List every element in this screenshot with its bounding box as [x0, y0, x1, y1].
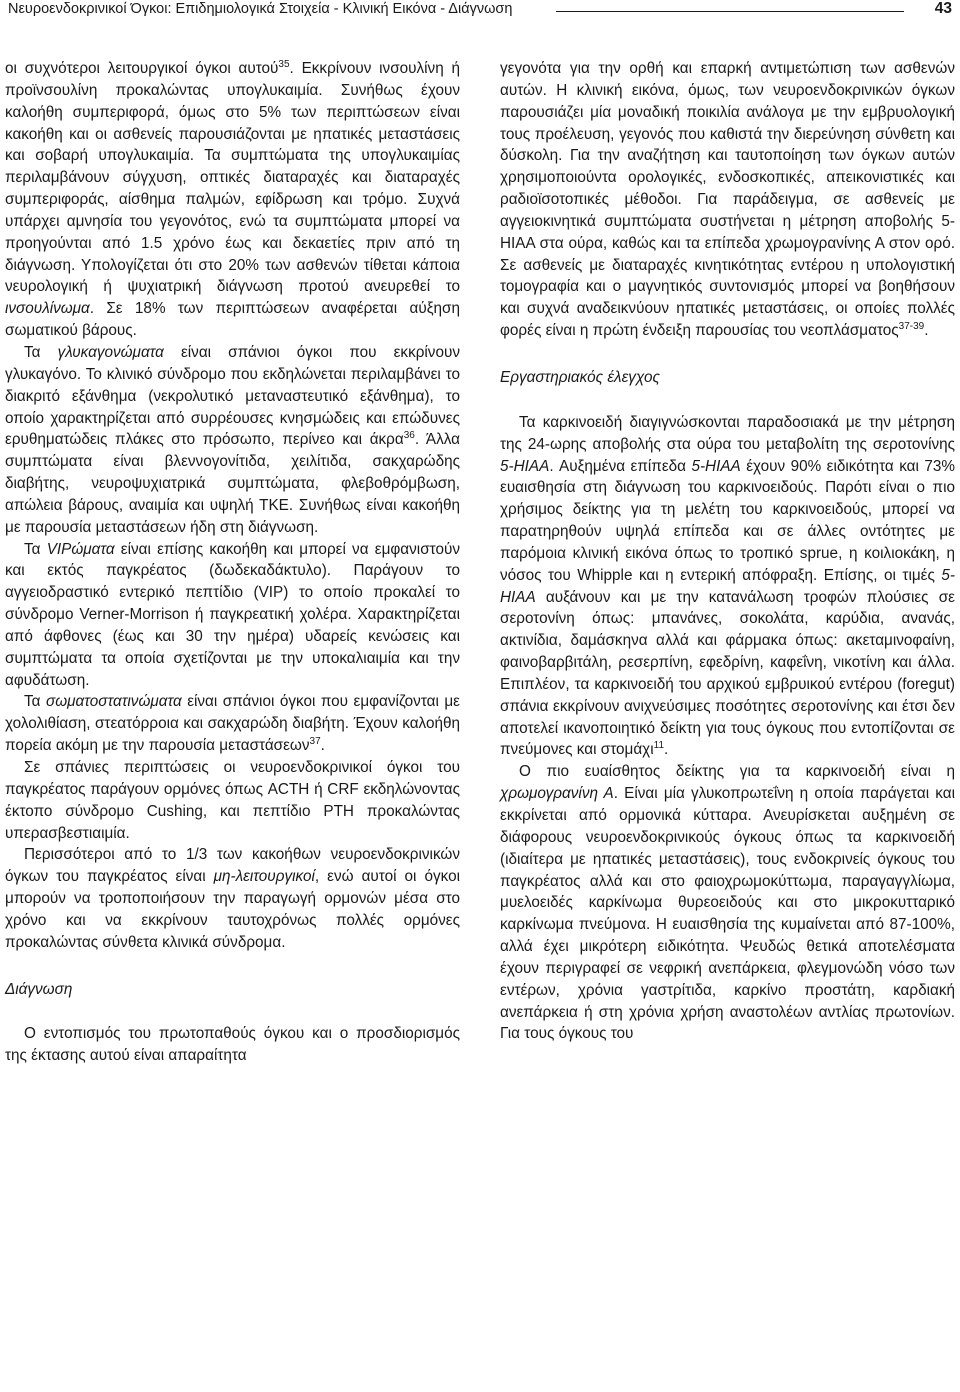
- paragraph: Τα σωματοστατινώματα είναι σπάνιοι όγκοι που εμφανίζονται με χολολιθίαση, στεατόρροια και σακχαρώδη διαβήτη. Έχουν καλοήθη πορεία ακόμη με την παρουσία μεταστάσεων$^{37}$.: [5, 693, 460, 755]
- italic-term: VIPώματα: [46, 540, 115, 558]
- left-column: [5, 58, 460, 1067]
- header-rule: [556, 11, 904, 12]
- italic-term: 5-HIAA: [500, 457, 550, 475]
- paragraph: γεγονότα για την ορθή και επαρκή αντιμετώπιση των ασθενών αυτών. Η κλινική εικόνα, όμως, των νευροενδοκρινικών όγκων παρουσιάζει μία μοναδική ποικιλία ανάλογα με την εμβρυολογική τους προέλευση, γεγονός που καθιστά την διερεύνηση σύνθετη και δύσκολη. Για την αναζήτηση και ταυτοποίηση των όγκων αυτών χρησιμοποιούντα ορολογικές, ενδοσκοπικές, απεικονιστικές και ραδιοϊσοτοπικές μέθοδοι. Για παράδειγμα, σε ασθενείς με αγγειοκινητικά συμπτώματα συστήνεται η μέτρηση αποβολής 5-HIAA στα ούρα, καθώς και τα επίπεδα χρωμογρανίνης Α στον ορό. Σε ασθενείς με διαταραχές κινητικότητας εντέρου η υπολογιστική τομογραφία και ο μαγνητικός συντονισμός μπορεί να βοηθήσουν και συχνά αναδεικνύουν ηπατικές μεταστάσεις, οι οποίες πολλές φορές είναι η πρώτη ένδειξη παρουσίας του νεοπλάσματος$^{37-39}$.: [500, 60, 955, 340]
- italic-term: χρωμογρανίνη Α: [500, 785, 614, 803]
- section-heading-diagnosis: Διάγνωση: [5, 980, 73, 998]
- right-column: [500, 58, 955, 1045]
- paragraph: Τα γλυκαγονώματα είναι σπάνιοι όγκοι που εκκρίνουν γλυκαγόνο. Το κλινικό σύνδρομο που εκδηλώνεται περιλαμβάνει το διακριτό εξάνθημα (νεκρολυτικό μεταναστευτικό εξάνθημα), το οποίο χαρακτηρίζεται από συρρέουσες κνησμώδεις και επώδυνες ερυθηματώδεις πλάκες στο πρόσωπο, περίνεο και άκρα$^{36}$. Άλλα συμπτώματα είναι βλεννογονίτιδα, χειλίτιδα, σακχαρώδης διαβήτης, νευροψυχιατρικά συμπτώματα, φλεβοθρόμβωση, απώλεια βάρους, αναιμία και υψηλή ΤΚΕ. Συνήθως είναι κακοήθη με παρουσία μεταστάσεων ήδη στη διάγνωση.: [5, 343, 460, 536]
- paragraph: Περισσότεροι από το 1/3 των κακοήθων νευροενδοκρινικών όγκων του παγκρέατος είναι μη-λειτουργικοί, ενώ αυτοί οι όγκοι μπορούν να τροποποιήσουν την παραγωγή ορμονών μέσα στο χρόνο και να εκκρίνουν ταυτοχρόνως πολλές ορμόνες προκαλώντας σύνθετα κλινικά σύνδρομα.: [5, 846, 460, 951]
- citation: 35: [278, 58, 290, 70]
- italic-term: ινσουλίνωμα: [5, 300, 90, 318]
- running-title: Νευροενδοκρινικοί Όγκοι: Επιδημιολογικά Στοιχεία - Κλινική Εικόνα - Διάγνωση: [8, 1, 513, 17]
- page-number: 43: [934, 0, 952, 17]
- citation: 37: [309, 736, 321, 748]
- paragraph: Ο εντοπισμός του πρωτοπαθούς όγκου και ο προσδιορισμός της έκτασης αυτού είναι απαραίτητα: [5, 1025, 460, 1065]
- paragraph: Σε σπάνιες περιπτώσεις οι νευροενδοκρινικοί όγκοι του παγκρέατος παράγουν ορμόνες όπως ACTH ή CRF εκδηλώνοντας έκτοπο σύνδρομο Cushing, και πεπτίδιο PTH προκαλώντας υπερασβεστιαιμία.: [5, 759, 460, 842]
- italic-term: μη-λειτουργικοί: [213, 868, 315, 886]
- section-heading-lab-tests: Εργαστηριακός έλεγχος: [500, 368, 660, 386]
- running-header: [8, 0, 952, 22]
- paragraph: Ο πιο ευαίσθητος δείκτης για τα καρκινοειδή είναι η χρωμογρανίνη Α. Είναι μία γλυκοπρωτεΐνη η οποία παράγεται και εκκρίνεται από ορμονικά κύτταρα. Ανευρίσκεται αυξημένη σε διάφορους νευροενδοκρινικούς όγκους όπως τα καρκινοειδή (ιδιαίτερα με ηπατικές μεταστάσεις), τους ενδοκρινείς όγκους του παγκρέατος αλλά και στο φαιοχρωμοκύττωμα, παραγαγγλίωμα, μυελοειδές καρκίνωμα θυρεοειδούς και στο μικροκυτταρικό καρκίνωμα πνεύμονα. Η ευαισθησία της κυμαίνεται από 87-100%, αλλά έχει μικρότερη ειδικότητα. Ψευδώς θετικά αποτελέσματα έχουν περιγραφεί σε νεφρική ανεπάρκεια, φλεγμονώδη νόσο των εντέρων, χρόνια γαστρίτιδα, καρκίνο προστάτη, καρδιακή ανεπάρκεια ή στη χρόνια χρήση αναστολέων αντλίας πρωτονίων. Για τους όγκους του: [500, 763, 955, 1043]
- italic-term: 5-HIAA: [500, 566, 955, 606]
- citation: 36: [403, 430, 415, 442]
- paragraph: οι συχνότεροι λειτουργικοί όγκοι αυτού$^{35}$. Εκκρίνουν ινσουλίνη ή προϊνσουλίνη προκαλώντας υπογλυκαιμία. Συνήθως έχουν καλοήθη συμπεριφορά, όμως στο 5% των περιπτώσεων είναι κακοήθη και οι ασθενείς παρουσιάζονται με ηπατικές μεταστάσεις και σοβαρή υπογλυκαιμία. Τα συμπτώματα της υπογλυκαιμίας περιλαμβάνουν σύγχυση, οπτικές διαταραχές και διαταραχές συμπεριφοράς, αίσθημα παλμών, εφίδρωση και τρόμο. Συχνά υπάρχει αμνησία του γεγονότος, ενώ τα συμπτώματα μπορεί να προηγούνται από 1.5 χρόνο έως και δεκαετίες πριν από τη διάγνωση. Υπολογίζεται ότι στο 20% των ασθενών τίθεται κάποια νευρολογική ή ψυχιατρική διάγνωση προτού ανευρεθεί το ινσουλίνωμα. Σε 18% των περιπτώσεων αναφέρεται αύξηση σωματικού βάρους.: [5, 58, 461, 340]
- paragraph: Τα VIPώματα είναι επίσης κακοήθη και μπορεί να εμφανιστούν και εκτός παγκρέατος (δωδεκαδάκτυλο). Παράγουν το αγγειοδραστικό εντερικό πεπτίδιο (VIP) το οποίο προκαλεί το σύνδρομο Verner-Morrison ή παγκρεατική χολέρα. Χαρακτηρίζεται από άφθονες (έως και 30 την ημέρα) υδαρείς κενώσεις και συμπτώματα τα οποία σχετίζονται με την υποκαλιαιμία και την αφυδάτωση.: [5, 540, 460, 689]
- italic-term: γλυκαγονώματα: [57, 343, 164, 361]
- italic-term: σωματοστατινώματα: [45, 693, 182, 711]
- italic-term: 5-HIAA: [691, 457, 741, 475]
- citation: 11: [653, 740, 665, 752]
- paragraph: Τα καρκινοειδή διαγιγνώσκονται παραδοσιακά με την μέτρηση της 24-ωρης αποβολής στα ούρα του μεταβολίτη της σεροτονίνης 5-HIAA. Αυξημένα επίπεδα 5-HIAA έχουν 90% ειδικότητα και 73% ευαισθησία στη διάγνωση του καρκινοειδούς. Παρότι είναι ο πιο χρήσιμος δείκτης για τη μελέτη του καρκινοειδούς, μπορεί να παρατηρηθούν υψηλά επίπεδα και σε άλλες οντότητες με παρόμοια κλινική εικόνα όπως το τροπικό sprue, η κοιλιοκάκη, η νόσος του Whipple και η εντερική απόφραξη. Επίσης, οι τιμές 5-HIAA αυξάνουν και με την κατανάλωση τροφών πλούσιες σε σεροτονίνη όπως: μπανάνες, σοκολάτα, καρύδια, ανανάς, ακτινίδια, δαμάσκηνα αλλά και φάρμακα όπως: ακεταμινοφαίνη, φαινοβαρβιτάλη, ρεσερπίνη, εφεδρίνη, καφεΐνη, νικοτίνη και άλλα. Επιπλέον, τα καρκινοειδή του αρχικού εμβρυικού εντέρου (foregut) σπάνια εκκρίνουν ανιχνεύσιμες ποσότητες σεροτονίνης και έτσι δεν αποτελεί ικανοποιητικό δείκτη για τους όγκους που εντοπίζονται σε πνεύμονες και στομάχι$^{11}$.: [500, 413, 955, 759]
- citation: 37-39: [898, 321, 925, 333]
